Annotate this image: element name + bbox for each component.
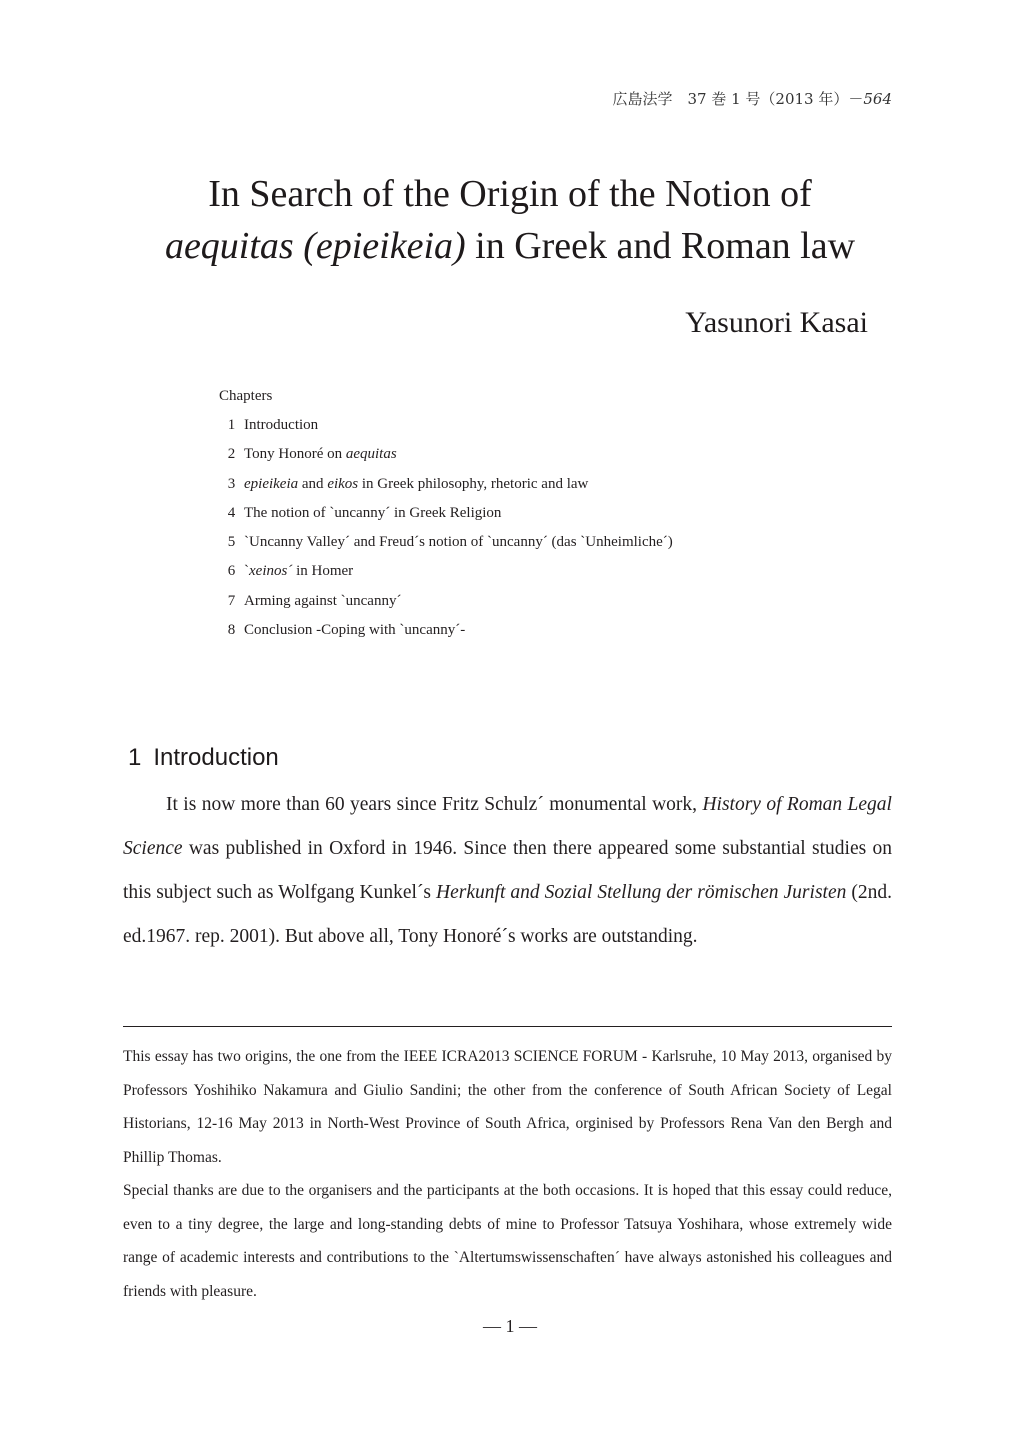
title-italic-term: aequitas (epieikeia) bbox=[164, 225, 466, 267]
chapter-title bbox=[244, 505, 501, 521]
footnote-paragraph-2: Special thanks are due to the organisers and the participants at the both occasions. It is hoped that this essay could reduce, even to a tiny degree, the large and long-standing debts of mine to Professor Tatsuya Yoshihara, whose extremely wide range of academic interests and contributions to the `Altertumswissenschaften´ have always astonished his colleagues and friends with pleasure. bbox=[123, 1182, 892, 1300]
chapter-item bbox=[219, 619, 673, 648]
article-title bbox=[0, 168, 1020, 272]
chapter-title-segment: Introduction bbox=[244, 417, 319, 433]
body-paragraph bbox=[123, 783, 892, 959]
chapter-item bbox=[219, 443, 673, 472]
chapter-title-segment: Conclusion -Coping with `uncanny´- bbox=[244, 622, 466, 639]
chapter-title bbox=[244, 593, 401, 609]
chapter-number: 3 bbox=[227, 475, 236, 492]
chapter-number: 8 bbox=[227, 622, 236, 639]
chapter-item bbox=[219, 560, 673, 589]
chapter-title-segment: aequitas bbox=[345, 446, 397, 463]
chapter-title-segment: in Homer bbox=[292, 563, 354, 580]
section-title: Introduction bbox=[153, 744, 279, 771]
chapter-title-segment: Tony Honoré on bbox=[244, 446, 346, 463]
chapter-title bbox=[244, 446, 397, 462]
footnote-paragraph-1: This essay has two origins, the one from the IEEE ICRA2013 SCIENCE FORUM - Karlsruhe, 10 May 2013, organised by Professors Yoshihiko Nakamura and Giulio Sandini; the other from the conference of South African Society of Legal Historians, 12-16 May 2013 in North-West Province of South Africa, orginised by Professors Rena Van den Bergh and Phillip Thomas. bbox=[123, 1048, 892, 1166]
running-head-page-number: 564 bbox=[863, 90, 892, 108]
chapter-title-segment: The notion of `uncanny´ in Greek Religion bbox=[244, 504, 502, 521]
chapter-item bbox=[219, 473, 673, 502]
chapters-list bbox=[219, 385, 673, 648]
page-folio: ― 1 ― bbox=[483, 1316, 537, 1336]
chapter-item bbox=[219, 531, 673, 560]
chapter-title bbox=[244, 476, 588, 492]
chapter-title-segment: Arming against `uncanny´ bbox=[244, 592, 402, 609]
chapter-item bbox=[219, 414, 673, 443]
chapter-title bbox=[244, 417, 318, 433]
chapter-item bbox=[219, 502, 673, 531]
body-text bbox=[123, 783, 892, 959]
chapter-number: 6 bbox=[227, 563, 236, 580]
running-head-text: 広島法学 37 巻 1 号（2013 年）－ bbox=[612, 90, 864, 108]
footnote bbox=[123, 1040, 892, 1308]
title-line-1: In Search of the Origin of the Notion of bbox=[208, 173, 812, 215]
title-line-2-rest: in Greek and Roman law bbox=[465, 225, 856, 267]
chapter-title bbox=[244, 534, 673, 550]
chapter-title-segment: `Uncanny Valley´ and Freud´s notion of `uncanny´ (das `Unheimliche´) bbox=[244, 534, 673, 551]
author-name: Yasunori Kasai bbox=[685, 306, 868, 339]
body-segment: Herkunft and Sozial Stellung der römischen Juristen bbox=[436, 882, 847, 903]
chapter-title-segment: ` bbox=[244, 563, 249, 580]
chapters-heading: Chapters bbox=[219, 388, 273, 404]
chapter-title-segment: xeinos´ bbox=[249, 563, 293, 580]
body-segment: was published in Oxford in 1946. Since then there appeared some substantial studies on this subject such as Wolfgang Kunkel´s bbox=[123, 838, 892, 903]
chapter-item bbox=[219, 590, 673, 619]
chapter-number: 4 bbox=[227, 504, 236, 521]
chapter-rows bbox=[219, 414, 673, 648]
chapter-title-segment: eikos bbox=[327, 475, 359, 492]
chapter-title bbox=[244, 622, 465, 638]
chapter-title-segment: and bbox=[298, 475, 328, 492]
chapter-title-segment: in Greek philosophy, rhetoric and law bbox=[358, 475, 589, 492]
chapter-number: 5 bbox=[227, 534, 236, 551]
body-segment: It is now more than 60 years since Fritz Schulz´ monumental work, bbox=[166, 794, 703, 815]
section-number: 1 bbox=[128, 744, 142, 771]
body-segment: (2nd. ed.1967. rep. 2001). But above all, Tony Honoré´s works are outstanding. bbox=[123, 882, 892, 947]
running-head bbox=[612, 88, 892, 109]
section-heading bbox=[128, 744, 279, 772]
body-segment: History of Roman Legal Science bbox=[123, 794, 892, 859]
chapter-number: 2 bbox=[227, 446, 236, 463]
footnote-divider bbox=[123, 1026, 892, 1027]
chapter-number: 7 bbox=[227, 592, 236, 609]
chapter-title-segment: epieikeia bbox=[244, 475, 299, 492]
chapter-number: 1 bbox=[227, 417, 236, 433]
chapter-title bbox=[244, 563, 353, 579]
